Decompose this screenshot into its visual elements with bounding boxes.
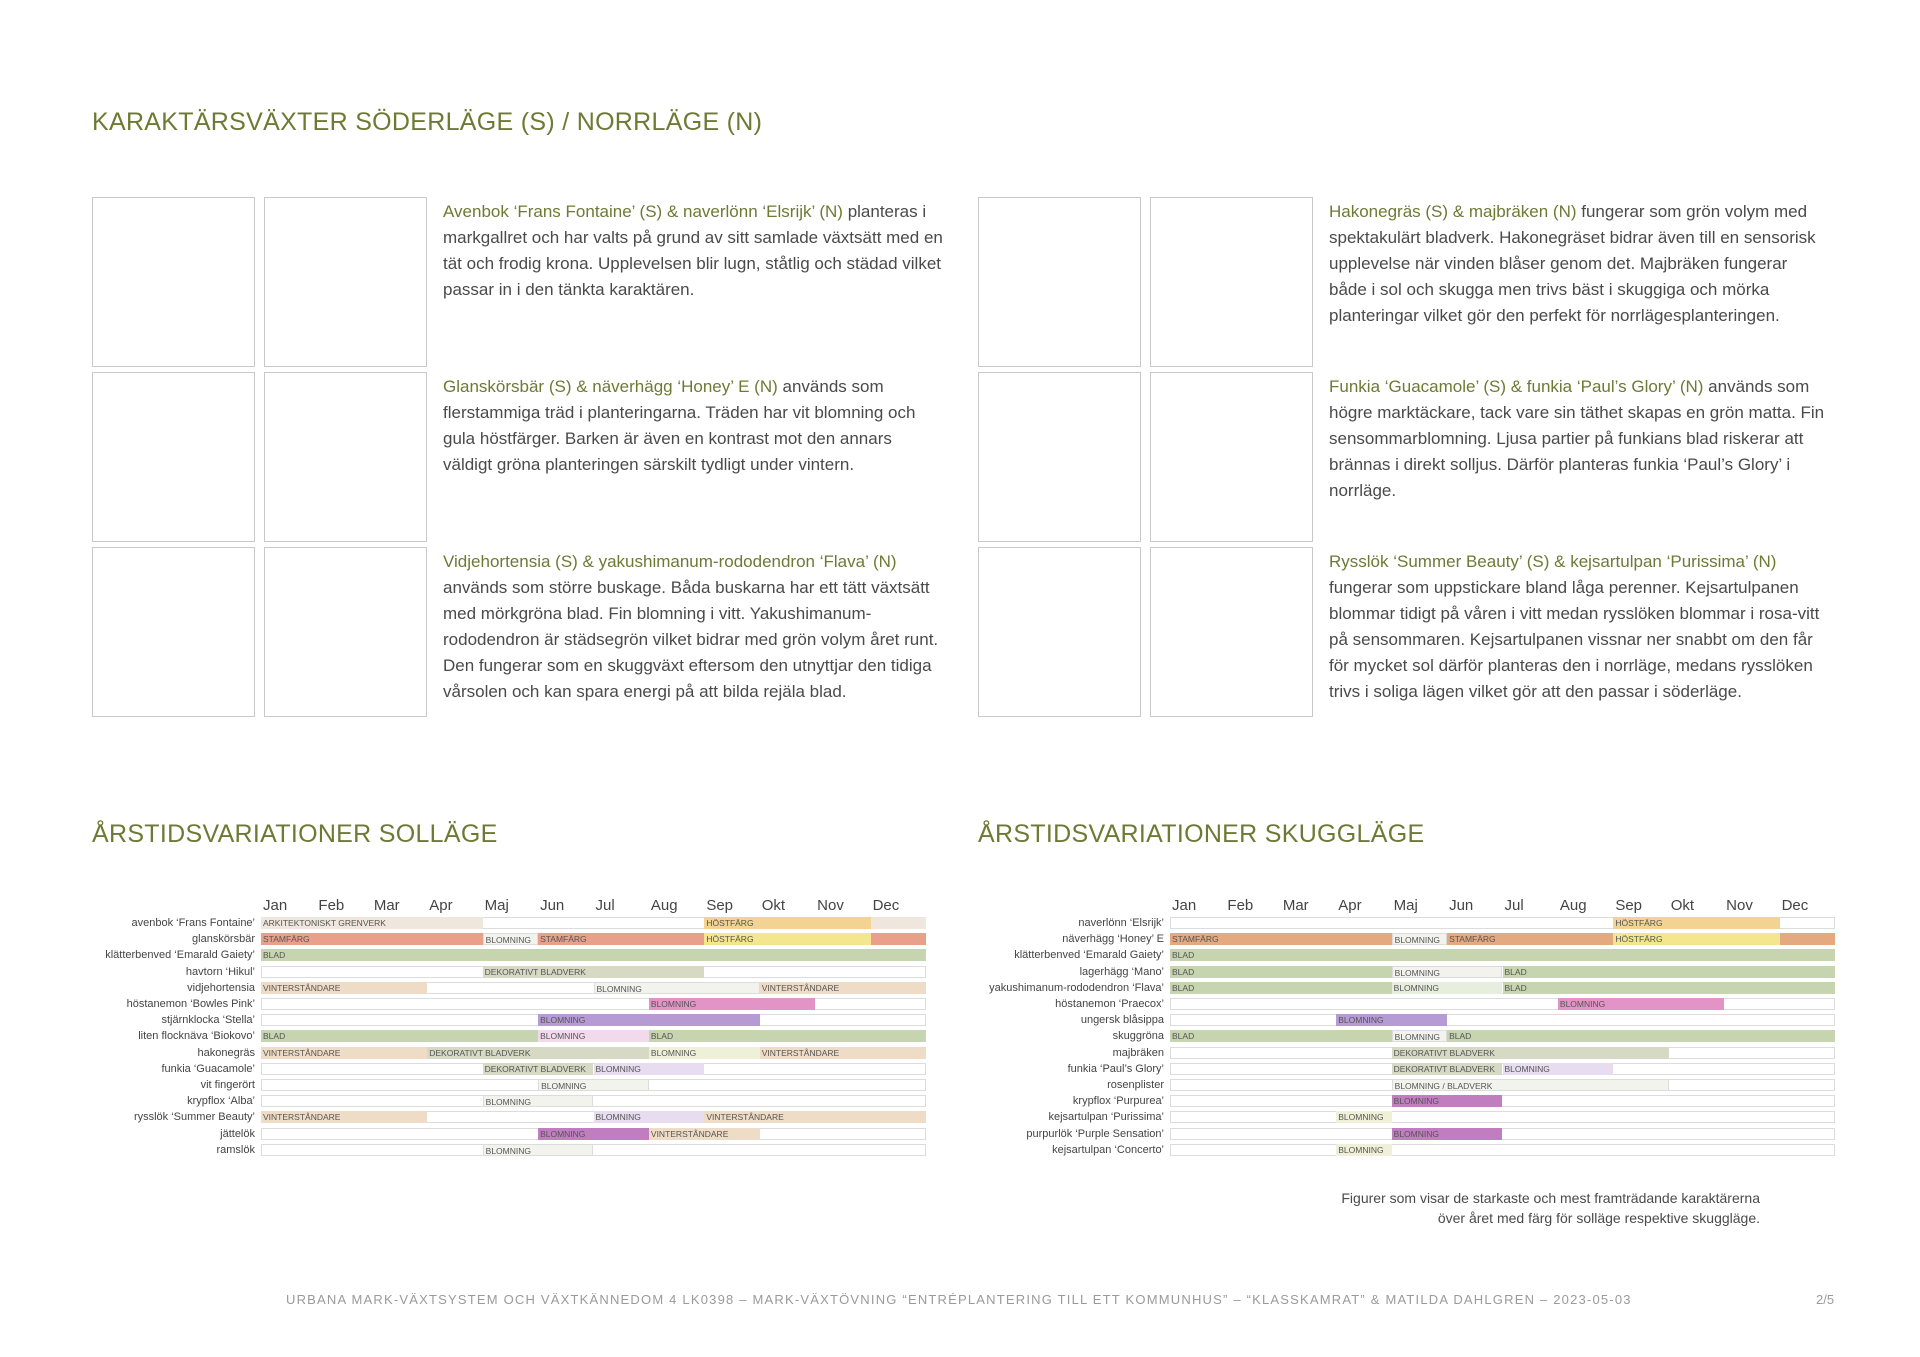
season-bar: BLOMNING	[538, 1030, 649, 1042]
month-label: Jul	[1504, 897, 1524, 914]
season-bar: BLOMNING	[483, 1144, 594, 1156]
plant-title: Glanskörsbär (S) & näverhägg ‘Honey’ E (N)	[443, 377, 778, 396]
season-bar: BLOMNING	[594, 982, 760, 994]
season-bar: VINTERSTÅNDARE	[261, 1047, 427, 1059]
plant-row-1-right	[978, 197, 1838, 369]
season-bar: VINTERSTÅNDARE	[261, 1111, 427, 1123]
season-bar: BLOMNING / BLADVERK	[1392, 1079, 1669, 1091]
season-lane	[1170, 998, 1835, 1010]
plant-row-1-left	[92, 197, 942, 369]
season-bar: VINTERSTÅNDARE	[261, 982, 427, 994]
season-bar: HÖSTFÄRG	[1613, 917, 1779, 929]
season-bar: HÖSTFÄRG	[704, 917, 870, 929]
season-bar: BLOMNING	[1336, 1014, 1447, 1026]
plant-row-label: funkia ‘Paul’s Glory’	[1067, 1062, 1164, 1075]
season-bar: BLOMNING	[1392, 1030, 1447, 1042]
plant-title: Vidjehortensia (S) & yakushimanum-rododendron ‘Flava’ (N)	[443, 552, 897, 571]
season-bar: BLAD	[261, 949, 926, 961]
season-bar: BLOMNING	[1558, 998, 1724, 1010]
season-bar: HÖSTFÄRG	[1613, 933, 1779, 945]
month-label: Nov	[1726, 897, 1753, 914]
month-label: Jan	[1172, 897, 1197, 914]
plant-photo-placeholder	[978, 197, 1141, 367]
chart-caption	[1341, 1188, 1760, 1228]
plant-text: fungerar som grön volym med spektakulärt bladverk. Hakonegräset bidrar även till en sensorisk upplevelse när vinden blåser genom det. Majbräken fungerar både i sol och skugga men trivs bäst i skuggiga och mörka planteringar vilket gör den perfekt för norrlägesplanteringen.	[1329, 202, 1816, 325]
season-bar: BLAD	[1503, 966, 1836, 978]
season-bar: BLAD	[1170, 982, 1392, 994]
month-label: Sep	[706, 897, 734, 914]
plant-description	[1329, 549, 1829, 705]
plant-row-label: majbräken	[1112, 1046, 1164, 1059]
plant-row-label: vit fingerört	[200, 1079, 255, 1091]
plant-row-label: havtorn ‘Hikul’	[185, 965, 255, 978]
season-bar: BLAD	[261, 1030, 538, 1042]
plant-text: används som större buskage. Båda buskarna har ett tätt växtsätt med mörkgröna blad. Fin blomning i vitt. Yakushimanum-rododendron är städsegrön vilket bidrar med grön volym året runt. Den fungerar som en skuggväxt eftersom den utnyttjar den tidiga vårsolen och kan spara energi på att bilda rejäla blad.	[443, 578, 939, 701]
month-label: Dec	[1781, 897, 1809, 914]
plant-row-label: naverlönn ‘Elsrijk’	[1078, 917, 1164, 929]
season-bar: DEKORATIVT BLADVERK	[427, 1047, 649, 1059]
plant-row-label: purpurlök ‘Purple Sensation’	[1026, 1127, 1164, 1140]
plant-photo-placeholder	[92, 547, 255, 717]
plant-row-label: stjärnklocka ‘Stella’	[161, 1014, 255, 1027]
plant-photo-placeholder	[1150, 547, 1313, 717]
season-bar: STAMFÄRG	[1447, 933, 1613, 945]
month-label: Jun	[1449, 897, 1474, 914]
season-bar: VINTERSTÅNDARE	[760, 982, 926, 994]
season-lane	[261, 1144, 926, 1156]
plant-row-label: lagerhägg ‘Mano’	[1079, 965, 1164, 978]
plant-title: Hakonegräs (S) & majbräken (N)	[1329, 202, 1577, 221]
plant-text: används som flerstammiga träd i planteringarna. Träden har vit blomning och gula höstfärger. Barken är även en kontrast mot den annars väldigt gröna planteringen särskilt tydligt under vintern.	[443, 377, 916, 474]
month-label: Jun	[540, 897, 565, 914]
plant-row-label: klätterbenved ‘Emarald Gaiety’	[105, 949, 255, 962]
season-bar: BLOMNING	[1392, 982, 1503, 994]
season-bar: VINTERSTÅNDARE	[649, 1128, 760, 1140]
month-label: Mar	[1282, 897, 1309, 914]
season-bar: ARKITEKTONISKT GRENVERK	[261, 917, 483, 929]
season-bar	[871, 917, 926, 929]
season-bar: DEKORATIVT BLADVERK	[1392, 1063, 1503, 1075]
plant-row-label: krypflox ‘Purpurea’	[1072, 1095, 1164, 1108]
season-bar: BLOMNING	[483, 933, 538, 945]
month-label: Dec	[872, 897, 900, 914]
plant-row-2-right	[978, 372, 1838, 544]
plant-row-label: skuggröna	[1112, 1030, 1164, 1043]
page-number: 2/5	[1816, 1292, 1835, 1307]
season-bar: BLOMNING	[483, 1095, 594, 1107]
season-bar: STAMFÄRG	[538, 933, 704, 945]
season-bar: BLOMNING	[538, 1014, 760, 1026]
season-lane	[261, 998, 926, 1010]
month-label: Okt	[1670, 897, 1695, 914]
season-bar: BLOMNING	[1336, 1144, 1391, 1156]
season-bar: BLOMNING	[538, 1079, 649, 1091]
season-bar: BLAD	[1170, 1030, 1392, 1042]
month-label: Jan	[263, 897, 288, 914]
sun-chart-heading: ÅRSTIDSVARIATIONER SOLLÄGE	[92, 820, 498, 848]
season-lane	[1170, 1128, 1835, 1140]
plant-row-label: höstanemon ‘Bowles Pink’	[126, 998, 255, 1010]
plant-photo-placeholder	[264, 372, 427, 542]
month-label: Maj	[484, 897, 509, 914]
season-bar: BLOMNING	[538, 1128, 649, 1140]
plant-description	[1329, 199, 1829, 329]
caption-line: över året med färg för solläge respektive skuggläge.	[1437, 1210, 1760, 1226]
season-bar: BLOMNING	[1336, 1111, 1391, 1123]
month-label: Apr	[429, 897, 453, 914]
plant-row-label: krypflox ‘Alba’	[187, 1095, 255, 1108]
season-bar: BLAD	[1503, 982, 1836, 994]
caption-line: Figurer som visar de starkaste och mest framträdande karaktärerna	[1341, 1190, 1760, 1206]
season-bar: BLAD	[1170, 949, 1835, 961]
plant-photo-placeholder	[264, 547, 427, 717]
season-bar: BLOMNING	[1392, 1128, 1503, 1140]
season-bar: DEKORATIVT BLADVERK	[1392, 1047, 1669, 1059]
plant-row-label: avenbok ‘Frans Fontaine’	[131, 917, 255, 929]
month-label: Mar	[373, 897, 400, 914]
season-bar: STAMFÄRG	[1170, 933, 1392, 945]
season-bar: VINTERSTÅNDARE	[704, 1111, 926, 1123]
season-bar	[871, 933, 926, 945]
plant-row-label: näverhägg ‘Honey’ E	[1062, 933, 1164, 946]
shade-chart-heading: ÅRSTIDSVARIATIONER SKUGGLÄGE	[978, 820, 1425, 848]
season-bar: BLOMNING	[594, 1063, 705, 1075]
plant-row-label: hakonegräs	[197, 1046, 255, 1059]
month-label: Aug	[650, 897, 678, 914]
plant-photo-placeholder	[264, 197, 427, 367]
plant-row-label: ramslök	[216, 1143, 255, 1156]
plant-row-label: höstanemon ‘Praecox’	[1055, 998, 1164, 1010]
plant-photo-placeholder	[92, 197, 255, 367]
plant-row-label: kejsartulpan ‘Concerto’	[1052, 1143, 1164, 1156]
plant-row-label: rosenplister	[1107, 1079, 1164, 1091]
season-bar: BLOMNING	[1503, 1063, 1614, 1075]
plant-text: används som högre marktäckare, tack vare sin täthet skapas en grön matta. Fin sensommarblomning. Ljusa partier på funkians blad riskerar att brännas i direkt solljus. Därför planteras funkia ‘Paul’s Glory’ i norrläge.	[1329, 377, 1825, 500]
footer-text: URBANA MARK-VÄXTSYSTEM OCH VÄXTKÄNNEDOM 4 LK0398 – MARK-VÄXTÖVNING “ENTRÉPLANTERING TILL ETT KOMMUNHUS” – “KLASSKAMRAT” & MATILDA DAHLGREN – 2023-05-03	[286, 1292, 1632, 1307]
plant-text: fungerar som uppstickare bland låga perenner. Kejsartulpanen blommar tidigt på våren i vitt medan rysslöken blommar i rosa-vitt på sensommaren. Kejsartulpanen vissnar ner snabbt om den får för mycket sol därför planteras den i norrläge, medans rysslöken trivs i soliga lägen vilket gör att den passar i söderläge.	[1329, 578, 1820, 701]
plant-title: Funkia ‘Guacamole’ (S) & funkia ‘Paul’s Glory’ (N)	[1329, 377, 1704, 396]
month-label: Apr	[1338, 897, 1362, 914]
season-lane	[1170, 1111, 1835, 1123]
plant-description	[1329, 374, 1829, 504]
plant-title: Avenbok ‘Frans Fontaine’ (S) & naverlönn ‘Elsrijk’ (N)	[443, 202, 843, 221]
plant-row-label: glanskörsbär	[192, 933, 255, 946]
month-label: Aug	[1559, 897, 1587, 914]
season-bar: VINTERSTÅNDARE	[760, 1047, 926, 1059]
plant-row-label: klätterbenved ‘Emarald Gaiety’	[1014, 949, 1164, 962]
plant-row-2-left	[92, 372, 942, 544]
month-label: Feb	[1227, 897, 1254, 914]
month-label: Maj	[1393, 897, 1418, 914]
plant-row-label: vidjehortensia	[187, 981, 255, 994]
plant-photo-placeholder	[978, 547, 1141, 717]
plant-photo-placeholder	[1150, 197, 1313, 367]
season-bar: DEKORATIVT BLADVERK	[483, 1063, 594, 1075]
plant-row-label: rysslök ‘Summer Beauty’	[133, 1111, 255, 1124]
plant-row-3-left	[92, 547, 942, 719]
plant-row-label: kejsartulpan ‘Purissima’	[1048, 1111, 1164, 1124]
page-title: KARAKTÄRSVÄXTER SÖDERLÄGE (S) / NORRLÄGE (N)	[92, 108, 763, 136]
season-bar: HÖSTFÄRG	[704, 933, 870, 945]
month-label: Sep	[1615, 897, 1643, 914]
season-bar: STAMFÄRG	[261, 933, 483, 945]
plant-row-label: liten flocknäva ‘Biokovo’	[138, 1030, 255, 1043]
season-bar: BLOMNING	[1392, 1095, 1503, 1107]
month-label: Okt	[761, 897, 786, 914]
plant-description	[443, 549, 943, 705]
month-label: Feb	[318, 897, 345, 914]
plant-photo-placeholder	[1150, 372, 1313, 542]
plant-text: planteras i markgallret och har valts på grund av sitt samlade växtsätt med en tät och frodig krona. Upplevelsen blir lugn, ståtlig och städad vilket passar in i den tänkta karaktären.	[443, 202, 943, 299]
season-bar: DEKORATIVT BLADVERK	[483, 966, 705, 978]
plant-row-label: yakushimanum-rododendron ‘Flava’	[989, 981, 1164, 994]
plant-description	[443, 374, 943, 478]
plant-title: Rysslök ‘Summer Beauty’ (S) & kejsartulpan ‘Purissima’ (N)	[1329, 552, 1777, 571]
plant-row-label: funkia ‘Guacamole’	[161, 1062, 255, 1075]
season-lane	[261, 1095, 926, 1107]
season-bar: BLOMNING	[649, 998, 815, 1010]
month-label: Nov	[817, 897, 844, 914]
month-label: Jul	[595, 897, 615, 914]
season-bar: BLAD	[1170, 966, 1392, 978]
plant-photo-placeholder	[92, 372, 255, 542]
season-bar	[1780, 933, 1835, 945]
season-lane	[1170, 1014, 1835, 1026]
plant-row-label: ungersk blåsippa	[1080, 1014, 1164, 1027]
plant-row-label: jättelök	[220, 1127, 255, 1140]
season-bar: BLOMNING	[1392, 966, 1503, 978]
season-lane	[1170, 1144, 1835, 1156]
season-bar: BLOMNING	[649, 1047, 760, 1059]
plant-description	[443, 199, 943, 303]
season-bar: BLAD	[649, 1030, 926, 1042]
plant-row-3-right	[978, 547, 1838, 719]
plant-photo-placeholder	[978, 372, 1141, 542]
season-lane	[1170, 1095, 1835, 1107]
season-bar: BLOMNING	[594, 1111, 705, 1123]
season-bar: BLAD	[1447, 1030, 1835, 1042]
season-bar: BLOMNING	[1392, 933, 1447, 945]
